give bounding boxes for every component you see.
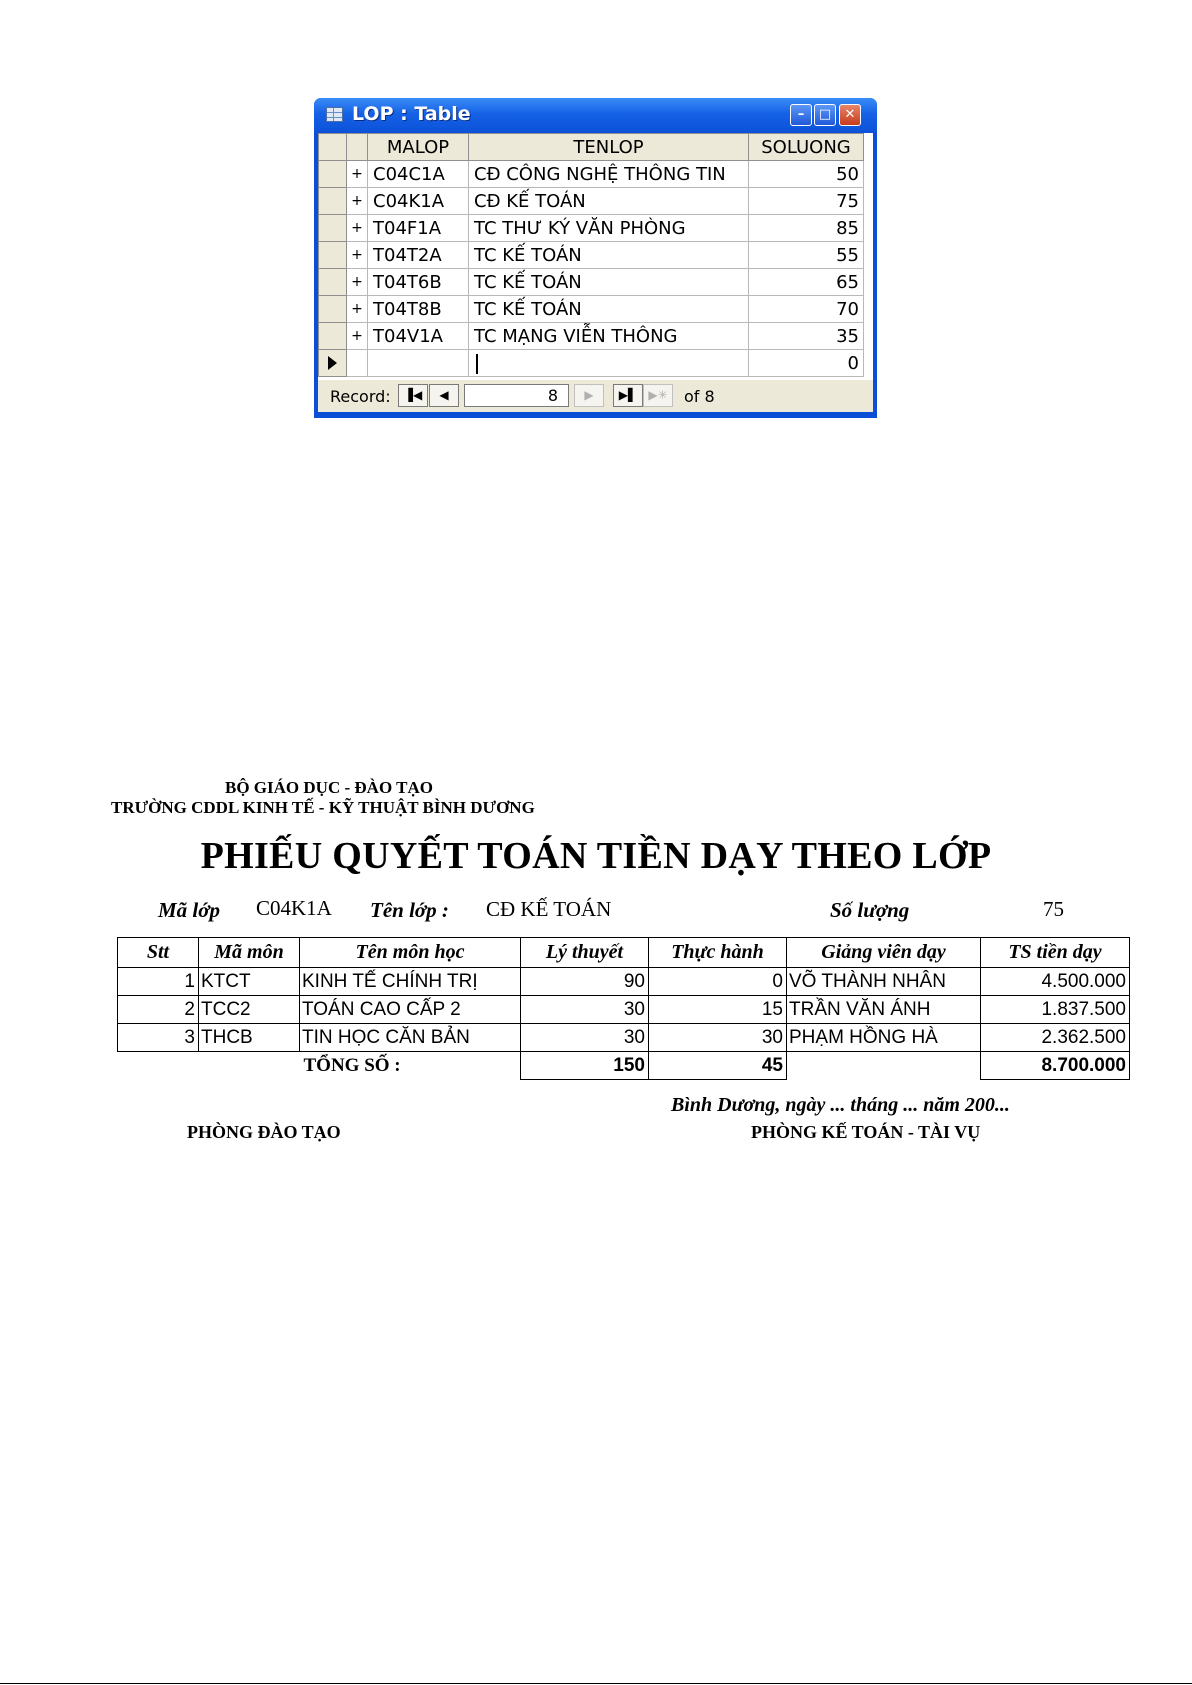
malop-value: C04K1A [256, 896, 332, 920]
record-number-input[interactable]: 8 [464, 384, 569, 407]
next-record-button[interactable] [574, 384, 604, 407]
header-giangvien: Giảng viên dạy [787, 938, 981, 968]
current-record-arrow-icon [328, 356, 337, 370]
cell-tenlop[interactable]: TC KẾ TOÁN [469, 296, 749, 323]
ministry-heading: BỘ GIÁO DỤC - ĐÀO TẠO [225, 778, 433, 797]
record-selector[interactable] [319, 269, 347, 296]
cell-soluong[interactable]: 85 [749, 215, 864, 242]
cell-malop[interactable]: C04C1A [368, 161, 469, 188]
datasheet [318, 133, 873, 380]
soluong-label: Số lượng [830, 898, 910, 922]
soluong-value: 75 [1043, 897, 1064, 921]
record-navigation-bar [318, 380, 873, 412]
record-selector[interactable] [319, 215, 347, 242]
signature-left: PHÒNG ĐÀO TẠO [187, 1122, 341, 1142]
table-row[interactable] [319, 242, 864, 269]
cell-thuchanh: 0 [649, 968, 787, 996]
expand-button[interactable]: + [347, 323, 368, 350]
header-row [319, 134, 864, 161]
cell-tenlop[interactable]: CĐ CÔNG NGHỆ THÔNG TIN [469, 161, 749, 188]
previous-record-button[interactable] [429, 384, 459, 407]
new-record-button[interactable] [643, 384, 673, 407]
header-mamon: Mã môn [199, 938, 300, 968]
cell-tenlop[interactable]: TC KẾ TOÁN [469, 269, 749, 296]
header-tenmon: Tên môn học [300, 938, 521, 968]
maximize-icon: □ [818, 107, 832, 122]
malop-label: Mã lớp [158, 898, 221, 922]
place-date: Bình Dương, ngày ... tháng ... năm 200... [671, 1094, 1010, 1116]
previous-record-icon: ◀ [439, 388, 449, 402]
cell-tenmon: TOÁN CAO CẤP 2 [300, 996, 521, 1024]
table-row [118, 996, 1130, 1024]
select-all-corner[interactable] [319, 134, 347, 161]
cell-soluong[interactable]: 50 [749, 161, 864, 188]
cell-tien: 4.500.000 [981, 968, 1130, 996]
expand-button[interactable]: + [347, 161, 368, 188]
report-title: PHIẾU QUYẾT TOÁN TIỀN DẠY THEO LỚP [200, 835, 992, 877]
close-button[interactable] [839, 104, 861, 126]
total-spacer [199, 1052, 300, 1080]
cell-malop[interactable]: T04F1A [368, 215, 469, 242]
new-record-icon: ▶✳ [648, 388, 668, 402]
cell-lythuyet: 30 [521, 1024, 649, 1052]
tenlop-label: Tên lớp : [370, 898, 449, 922]
report-header-row [118, 938, 1130, 968]
table-row [118, 968, 1130, 996]
cell-soluong[interactable]: 55 [749, 242, 864, 269]
tenlop-value: CĐ KẾ TOÁN [486, 897, 612, 921]
cell-tenmon: TIN HỌC CĂN BẢN [300, 1024, 521, 1052]
cell-giangvien: TRẦN VĂN ÁNH [787, 996, 981, 1024]
cell-thuchanh: 15 [649, 996, 787, 1024]
first-record-button[interactable] [398, 384, 428, 407]
total-lythuyet: 150 [521, 1052, 649, 1080]
expand-button[interactable]: + [347, 242, 368, 269]
total-label: TỔNG SỐ : [303, 1054, 401, 1076]
table-row [118, 1024, 1130, 1052]
maximize-button[interactable] [814, 104, 836, 126]
cell-tien: 1.837.500 [981, 996, 1130, 1024]
table-row[interactable] [319, 269, 864, 296]
cell-malop[interactable]: T04V1A [368, 323, 469, 350]
new-record-row[interactable] [319, 350, 864, 377]
total-row [118, 1052, 1130, 1080]
table-window [314, 98, 877, 418]
cell-soluong[interactable]: 75 [749, 188, 864, 215]
header-thuchanh: Thực hành [649, 938, 787, 968]
cell-malop[interactable]: T04T8B [368, 296, 469, 323]
cell-stt: 1 [118, 968, 199, 996]
cell-stt: 2 [118, 996, 199, 1024]
cell-soluong[interactable]: 65 [749, 269, 864, 296]
cell-mamon: THCB [199, 1024, 300, 1052]
cell-tenmon: KINH TẾ CHÍNH TRỊ [300, 968, 521, 996]
expand-cell-empty [347, 350, 368, 377]
cell-malop[interactable]: C04K1A [368, 188, 469, 215]
minimize-button[interactable] [790, 104, 812, 126]
text-caret [476, 354, 478, 374]
cell-stt: 3 [118, 1024, 199, 1052]
cell-tenlop[interactable]: CĐ KẾ TOÁN [469, 188, 749, 215]
cell-giangvien: PHẠM HỒNG HÀ [787, 1024, 981, 1052]
expand-button[interactable]: + [347, 269, 368, 296]
record-selector[interactable] [319, 296, 347, 323]
column-header-malop[interactable]: MALOP [368, 134, 469, 161]
next-record-icon: ▶ [584, 388, 594, 402]
table-row[interactable] [319, 188, 864, 215]
cell-tien: 2.362.500 [981, 1024, 1130, 1052]
cell-malop[interactable]: T04T2A [368, 242, 469, 269]
cell-mamon: KTCT [199, 968, 300, 996]
cell-giangvien: VÕ THÀNH NHÂN [787, 968, 981, 996]
cell-lythuyet: 30 [521, 996, 649, 1024]
column-header-soluong[interactable]: SOLUONG [749, 134, 864, 161]
new-cell-tenlop[interactable] [469, 350, 749, 377]
school-heading: TRƯỜNG CDDL KINH TẾ - KỸ THUẬT BÌNH DƯƠNG [111, 798, 535, 817]
table-row[interactable] [319, 215, 864, 242]
signature-right: PHÒNG KẾ TOÁN - TÀI VỤ [751, 1122, 981, 1142]
expand-button[interactable]: + [347, 215, 368, 242]
first-record-icon: ▐◀ [403, 388, 423, 402]
expand-button[interactable]: + [347, 188, 368, 215]
record-selector[interactable] [319, 323, 347, 350]
record-selector[interactable] [319, 242, 347, 269]
header-tien: TS tiền dạy [981, 938, 1130, 968]
page-bottom-rule [0, 1683, 1192, 1684]
column-header-tenlop[interactable]: TENLOP [469, 134, 749, 161]
cell-tenlop[interactable]: TC MẠNG VIỄN THÔNG [469, 323, 749, 350]
total-spacer [787, 1052, 981, 1080]
record-count: of 8 [684, 387, 715, 406]
header-stt: Stt [118, 938, 199, 968]
datasheet-icon [326, 107, 343, 122]
table-row[interactable] [319, 296, 864, 323]
current-record-selector[interactable] [319, 350, 347, 377]
cell-lythuyet: 90 [521, 968, 649, 996]
expand-column-header [347, 134, 368, 161]
cell-soluong[interactable]: 35 [749, 323, 864, 350]
cell-thuchanh: 30 [649, 1024, 787, 1052]
table-row[interactable] [319, 323, 864, 350]
total-spacer [118, 1052, 199, 1080]
header-lythuyet: Lý thuyết [521, 938, 649, 968]
table-row[interactable] [319, 161, 864, 188]
window-title: LOP : Table [352, 103, 471, 125]
title-bar[interactable] [314, 98, 877, 133]
cell-soluong[interactable]: 70 [749, 296, 864, 323]
new-cell-malop[interactable] [368, 350, 469, 377]
record-label: Record: [330, 387, 391, 406]
new-cell-soluong[interactable]: 0 [749, 350, 864, 377]
expand-button[interactable]: + [347, 296, 368, 323]
cell-tenlop[interactable]: TC KẾ TOÁN [469, 242, 749, 269]
minimize-icon: – [797, 107, 805, 122]
cell-tenlop[interactable]: TC THƯ KÝ VĂN PHÒNG [469, 215, 749, 242]
report-table [117, 937, 1130, 1080]
record-selector[interactable] [319, 188, 347, 215]
total-tien: 8.700.000 [981, 1052, 1130, 1080]
close-icon: ✕ [844, 107, 856, 122]
total-thuchanh: 45 [649, 1052, 787, 1080]
record-selector[interactable] [319, 161, 347, 188]
last-record-icon: ▶▌ [618, 388, 638, 402]
cell-malop[interactable]: T04T6B [368, 269, 469, 296]
last-record-button[interactable] [613, 384, 643, 407]
cell-mamon: TCC2 [199, 996, 300, 1024]
